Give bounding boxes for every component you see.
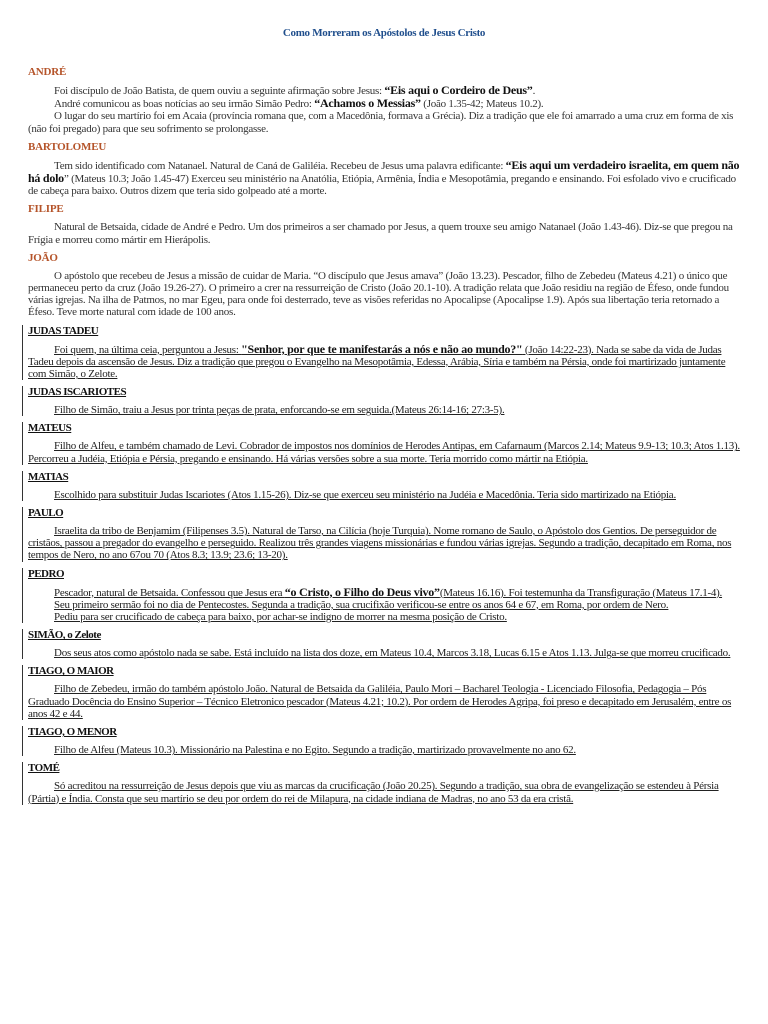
margin-rule <box>22 325 23 381</box>
paragraph-text: Pediu para ser crucificado de cabeça para baixo, por achar-se indigno de morrer na mesma posição de Cristo. <box>54 611 507 624</box>
apostle-paragraph <box>28 744 742 756</box>
apostle-paragraph <box>28 270 742 319</box>
margin-rule <box>22 726 23 756</box>
paragraph-text: (João 1.35-42; Mateus 10.2). <box>420 98 544 111</box>
apostle-name: TIAGO, O MENOR <box>28 726 117 739</box>
paragraph-text: ” (Mateus 10.3; João 1.45-47) Exerceu seu ministério na Anatólia, Etiópia, Armênia, Índia e Mesopotâmia, pregando e ensinando. Foi esfolado vivo e crucificado de cabeça para baixo. Outros dizem que teria sido golpeado até a morte. <box>28 173 736 198</box>
paragraph-text: O lugar do seu martírio foi em Acaia (província romana que, com a Macedônia, formava a Grécia). Diz a tradição que ele foi amarrado a uma cruz em forma de xis (não foi pregado) para que seu sofrimento se prolongasse. <box>28 110 734 135</box>
apostle-paragraph <box>28 221 742 245</box>
apostle-name: TOMÉ <box>28 762 60 775</box>
paragraph-text: Dos seus atos como apóstolo nada se sabe. Está incluído na lista dos doze, em Mateus 10.4, Marcos 3.18, Lucas 6.15 e Atos 1.13. Julga-se que morreu crucificado. <box>54 647 731 660</box>
apostle-section <box>28 726 742 756</box>
apostle-name: PAULO <box>28 507 64 520</box>
apostle-section <box>28 203 742 245</box>
apostle-section <box>28 507 742 562</box>
paragraph-text: André comunicou as boas notícias ao seu irmão Simão Pedro: <box>54 98 315 111</box>
apostle-name: MATEUS <box>28 422 72 435</box>
paragraph-text: Filho de Alfeu (Mateus 10.3). Missionário na Palestina e no Egito. Segundo a tradição, martirizado provavelmente no ano 62. <box>54 744 576 757</box>
apostle-paragraph <box>28 586 742 599</box>
apostle-name: PEDRO <box>28 567 64 580</box>
paragraph-text: Escolhido para substituir Judas Iscariotes (Atos 1.15-26). Diz-se que exerceu seu ministério na Judéia e Macedônia. Teria sido martirizado na Etiópia. <box>54 488 676 501</box>
apostle-paragraph <box>28 780 742 804</box>
apostle-name: JUDAS ISCARIOTES <box>28 386 127 399</box>
paragraph-text: Tem sido identificado com Natanael. Natural de Caná de Galiléia. Recebeu de Jesus uma palavra edificante: <box>54 159 506 172</box>
apostle-section <box>28 762 742 804</box>
paragraph-text: Pescador, natural de Betsaida. Confessou que Jesus era <box>54 586 285 599</box>
apostle-paragraph <box>28 440 742 464</box>
margin-rule <box>22 471 23 501</box>
apostle-name: TIAGO, O MAIOR <box>28 665 114 678</box>
apostle-name: BARTOLOMEU <box>28 140 107 153</box>
apostle-paragraph <box>28 159 742 198</box>
paragraph-text: Filho de Alfeu, e também chamado de Levi. Cobrador de impostos nos domínios de Herodes Antipas, em Cafarnaum (Marcos 2.14; Mateus 9.9-13; 10.3; Atos 1.13). Percorreu a Judéia, Etiópia e Pérsia, pregando e ensinando. Há várias versões sobre a sua morte. Teria morrido como mártir na Etiópia. <box>28 440 740 465</box>
apostle-section <box>28 665 742 720</box>
paragraph-text: (João 14:22-23). Nada se sabe da vida de Judas Tadeu depois da ascensão de Jesus. Diz a tradição que pregou o Evangelho na Mesopotâmia, Edessa, Arábia, Síria e também na Pérsia, onde foi martirizado juntamente com Simão, o Zelote. <box>28 343 726 381</box>
margin-rule <box>22 568 23 624</box>
paragraph-text: Foi discípulo de João Batista, de quem ouviu a seguinte afirmação sobre Jesus: <box>54 85 385 97</box>
margin-rule <box>22 507 23 562</box>
apostle-name: SIMÃO, o Zelote <box>28 629 101 642</box>
apostle-paragraph <box>28 404 742 416</box>
apostle-name: FILIPE <box>28 203 64 216</box>
paragraph-text: Seu primeiro sermão foi no dia de Pentecostes. Segunda a tradição, sua crucifixão verificou-se entre os anos 64 e 67, em Roma, por ordem de Nero. <box>54 598 669 611</box>
margin-rule <box>22 422 23 464</box>
paragraph-text: Só acreditou na ressurreição de Jesus depois que viu as marcas da crucificação (João 20.25). Segundo a tradição, sua obra de evangelização se estendeu à Pérsia (Pártia) e Índia. Consta que seu martírio se deu por ordem do rei de Milapura, na cidade indiana de Madras, no ano 53 da era cristã. <box>28 780 719 805</box>
apostle-paragraph <box>28 343 742 381</box>
apostle-paragraph <box>28 489 742 501</box>
paragraph-text: Filho de Zebedeu, irmão do também apóstolo João. Natural de Betsaida da Galiléia, Paulo Mori – Bacharel Teologia - Licenciado Filosofia, Pedagogia – Pós Graduado Docência do Ensino Superior – Técnico Eletronico pescador (Mateus 4.21; 10.2). Por ordem de Herodes Agripa, foi preso e decapitado em Jerusalém, entre os anos 42 e 44. <box>28 683 732 720</box>
apostle-section <box>28 629 742 659</box>
paragraph-text: Natural de Betsaida, cidade de André e Pedro. Um dos primeiros a ser chamado por Jesus, a quem trouxe seu amigo Natanael (João 1.43-46). Diz-se que pregou na Frígia e morreu como mártir em Hierápolis. <box>28 221 733 246</box>
apostle-name: JOÃO <box>28 251 58 264</box>
paragraph-text: (Mateus 16.16). Foi testemunha da Transfiguração (Mateus 17.1-4). <box>439 586 723 599</box>
apostle-name: MATIAS <box>28 470 69 483</box>
apostle-paragraph <box>28 683 742 720</box>
paragraph-text: . <box>532 85 536 97</box>
apostle-paragraph <box>28 599 742 611</box>
apostle-section <box>28 141 742 198</box>
margin-rule <box>22 762 23 804</box>
quote-text: “o Cristo, o Filho do Deus vivo” <box>284 584 440 599</box>
apostle-section <box>28 66 742 135</box>
quote-text: “Eis aqui um verdadeiro israelita, em quem não há dolo <box>28 157 740 186</box>
apostle-section <box>28 568 742 624</box>
paragraph-text: O apóstolo que recebeu de Jesus a missão de cuidar de Maria. “O discípulo que Jesus amava” (João 13.23). Pescador, filho de Zebedeu (Mateus 4.21) o único que permaneceu perto da cruz (João 19.26-27). O primeiro a crer na ressurreição de Cristo (João 20.1-10). A tradição relata que João residiu na região de Éfeso, onde fundou várias igrejas. Na ilha de Patmos, no mar Egeu, para onde foi desterrado, teve as visões referidas no Apocalipse (Apocalipse 1.9). Após sua libertação teria retornado a Éfeso. Teve morte natural com idade de 100 anos. <box>28 269 729 319</box>
apostles-sections <box>28 66 742 811</box>
apostle-paragraph <box>28 110 742 134</box>
apostle-paragraph <box>28 97 742 110</box>
apostle-paragraph <box>28 525 742 562</box>
quote-text: “Achamos o Messias” <box>314 96 421 111</box>
apostle-name: ANDRÉ <box>28 66 67 78</box>
apostle-section <box>28 471 742 501</box>
apostle-paragraph <box>28 611 742 623</box>
paragraph-text: Israelita da tribo de Benjamim (Filipenses 3.5). Natural de Tarso, na Cilícia (hoje Turquia). Nome romano de Saulo, o Apóstolo dos Gentios. De perseguidor de cristãos, passou a pregador do evangelho e perseguido. Realizou três grandes viagens missionárias e fundou várias igrejas. Segundo a tradição, decapitado em Roma, nos tempos de Nero, no ano 67ou 70 (Atos 8.3; 13.9; 23.6; 13-20). <box>28 525 732 562</box>
quote-text: “Eis aqui o Cordeiro de Deus” <box>384 83 533 97</box>
margin-rule <box>22 665 23 720</box>
apostle-section <box>28 422 742 464</box>
paragraph-text: Foi quem, na última ceia, perguntou a Jesus: <box>54 343 242 356</box>
margin-rule <box>22 629 23 659</box>
apostle-section <box>28 325 742 381</box>
apostle-section <box>28 252 742 319</box>
apostle-section <box>28 386 742 416</box>
paragraph-text: Filho de Simão, traiu a Jesus por trinta peças de prata, enforcando-se em seguida.(Mateus 26:14-16; 27:3-5). <box>54 404 505 417</box>
document-title: Como Morreram os Apóstolos de Jesus Cristo <box>282 27 486 39</box>
apostle-paragraph <box>28 647 742 659</box>
margin-rule <box>22 386 23 416</box>
apostle-name: JUDAS TADEU <box>28 324 99 337</box>
quote-text: "Senhor, por que te manifestarás a nós e não ao mundo?" <box>241 341 523 356</box>
